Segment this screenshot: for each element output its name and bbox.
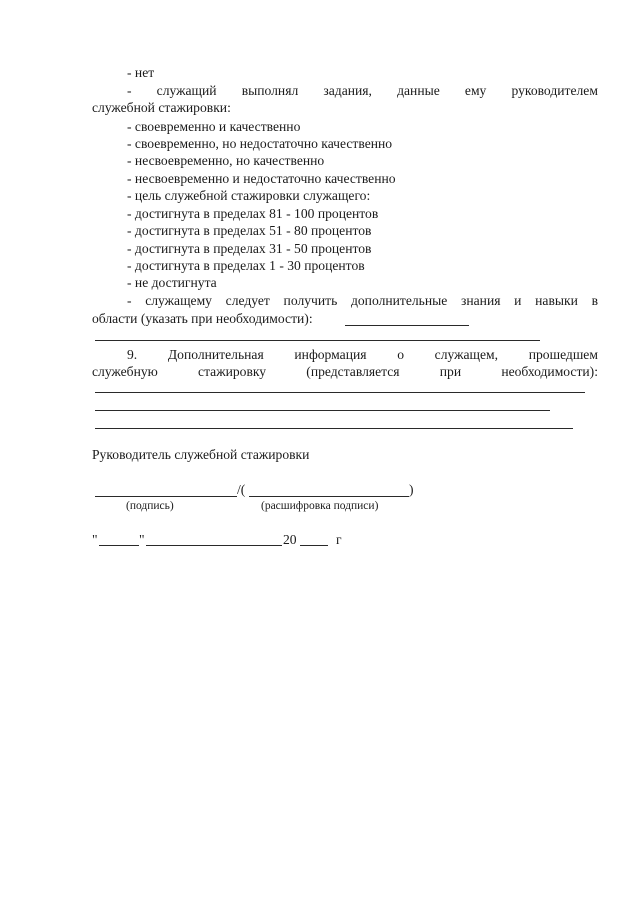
decode-close: ) [409,482,414,497]
text-line-skills [127,292,598,309]
option-51-80: - достигнута в пределах 51 - 80 процентов [127,223,372,238]
word: - [127,293,132,308]
text-line-goal: - цель служебной стажировки служащего: [127,188,371,203]
signature-separator: /( [237,482,246,497]
word: руководителем [511,83,598,98]
option-timely-low-quality: - своевременно, но недостаточно качественно [127,136,393,151]
word: служащий [156,83,217,98]
fill-line [95,410,550,411]
date-quote-open: " [92,532,98,547]
word: прошедшем [528,347,598,362]
text-line-presented [92,363,598,380]
fill-line-area [345,325,469,326]
option-1-30: - достигнута в пределах 1 - 30 процентов [127,258,365,273]
word: (представляется [306,364,400,379]
word: Дополнительная [167,347,264,362]
word: - [127,83,132,98]
fill-line [95,340,540,341]
date-year-line [300,545,328,546]
word: данные [397,83,440,98]
fill-line [95,428,573,429]
word: служебную [92,364,158,379]
word: информация [294,347,367,362]
option-late-low-quality: - несвоевременно и недостаточно качественно [127,171,396,186]
date-month-line [146,545,282,546]
text-line-internship: служебной стажировки: [92,100,231,115]
word: служащему [145,293,212,308]
signature-line [95,496,237,497]
text-line-net: - нет [127,65,155,80]
word: получить [283,293,338,308]
word: выполнял [241,83,299,98]
word: в [591,293,598,308]
date-day-line [99,545,139,546]
option-late-quality: - несвоевременно, но качественно [127,153,325,168]
word: необходимости): [501,364,598,379]
word: следует [225,293,270,308]
option-timely-quality: - своевременно и качественно [127,119,301,134]
word: стажировку [198,364,267,379]
word: и [514,293,522,308]
word: ему [464,83,487,98]
word: навыки [535,293,578,308]
text-line-performer [127,82,598,99]
head-title: Руководитель служебной стажировки [92,447,310,462]
option-81-100: - достигнута в пределах 81 - 100 процентов [127,206,379,221]
date-year-suffix: г [336,532,342,547]
word: знания [461,293,501,308]
word: задания, [323,83,372,98]
text-line-additional [127,346,598,363]
decode-caption: (расшифровка подписи) [261,500,379,512]
option-not-achieved: - не достигнута [127,275,217,290]
word: служащем, [434,347,499,362]
word: 9. [127,347,138,362]
name-decode-line [249,496,409,497]
date-year-prefix: 20 [283,532,297,547]
word: при [439,364,462,379]
signature-caption: (подпись) [126,500,174,512]
fill-line [95,392,585,393]
word: дополнительные [350,293,448,308]
date-quote-close: " [139,532,145,547]
word: о [397,347,404,362]
option-31-50: - достигнута в пределах 31 - 50 процентов [127,241,372,256]
text-line-area: области (указать при необходимости): [92,311,313,326]
